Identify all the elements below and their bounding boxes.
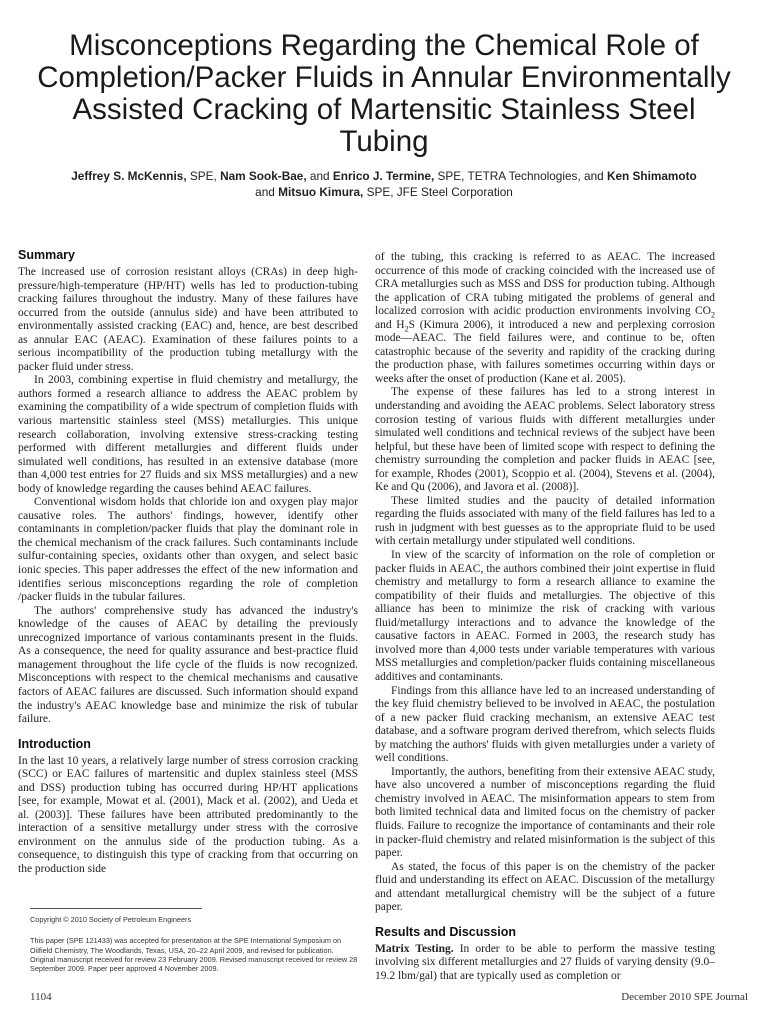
- right-column: [375, 251, 715, 983]
- body-paragraph: The expense of these failures has led to a strong interest in understanding and avoiding the AEAC problems. Select laboratory stress corrosion testing of various fluids with different metallurgies under simulated well conditions and technical reviews of the subject have been helpful, but these have been of limited scope with respect to defining the chemistry surrounding the completion and packer fluids in AEAC [see, for example, Rhodes (2001), Scoppio et al. (2004), Stevens et al. (2004), Ke and Qu (2006), and Javora et al. (2008)].: [375, 386, 715, 494]
- author-affiliation: and: [306, 169, 333, 183]
- author-list: [30, 168, 738, 200]
- body-paragraph: These limited studies and the paucity of detailed information regarding the fluids associated with many of the field failures has led to a rush in judgment with best guesses as to the appropriate fluid to be used with certain metallurgy under stipulated well conditions.: [375, 494, 715, 548]
- author-affiliation: and: [255, 185, 279, 199]
- footnotes: [30, 915, 360, 973]
- summary-paragraph: Conventional wisdom holds that chloride ion and oxygen play major causative roles. The authors' findings, however, identify other contaminants in completion/packer fluids that play the dominant role in the chemical mechanism of the crack failures. Such contaminants include sulfur-containing species, oxidants other than oxygen, and select basic ionic species. This paper addresses the effect of the new information and identifies serious misconceptions regarding the role of completion /packer fluids in the tubular failures.: [18, 496, 358, 604]
- subscript: 2: [711, 310, 715, 320]
- body-paragraph: [375, 251, 715, 386]
- author-affiliation: SPE, JFE Steel Corporation: [363, 185, 513, 199]
- author-name: Jeffrey S. McKennis,: [71, 169, 187, 183]
- body-paragraph: As stated, the focus of this paper is on the chemistry of the packer fluid and understanding its effect on AEAC. Discussion of the metallurgy and attendant metallurgical chemistry will be the subject of a future paper.: [375, 860, 715, 914]
- results-paragraph: [375, 943, 715, 984]
- author-affiliation: SPE, TETRA Technologies, and: [434, 169, 607, 183]
- author-affiliation: SPE,: [186, 169, 221, 183]
- introduction-paragraph: In the last 10 years, a relatively large number of stress corrosion cracking (SCC) or EAC failures of martensitic and duplex stainless steel (MSS and DSS) production tubing has occurred during HP/HT applications [see, for example, Mowat et al. (2001), Mack et al. (2002), and Ueda et al. (2003)]. These failures have been attributed predominantly to the interaction of a sensitive metallurgy under stress with the corrosive environment on the annulus side of the production tubing. As a consequence, to distinguish this type of cracking from that occurring on the production side: [18, 754, 358, 875]
- author-name: Mitsuo Kimura,: [278, 185, 364, 199]
- body-paragraph: Importantly, the authors, benefiting from their extensive AEAC study, have also uncovered a number of misconceptions regarding the fluid chemistry involved in AEAC. The misinformation appears to stem from both limited technical data and limited focus on the chemistry of packer fluids. Failure to recognize the importance of contaminants and their role in packer-fluid chemistry and related misinformation is the subject of this paper.: [375, 765, 715, 860]
- publication-history: This paper (SPE 121433) was accepted for presentation at the SPE International Symposium on Oilfield Chemistry, The Woodlands, Texas, USA, 20–22 April 2009, and revised for publication. Original manuscript received for review 23 February 2009. Revised manuscript received for review 28 September 2009. Paper peer approved 4 November 2009.: [30, 936, 358, 974]
- body-text: of the tubing, this cracking is referred to as AEAC. The increased occurrence of this mode of cracking coincided with the increased use of CRA metallurgies such as MSS and DSS for production tubing. Although the application of CRA tubing mitigated the problems of general and localized corrosion with acidic production environments involving CO: [375, 251, 715, 318]
- results-heading: Results and Discussion: [375, 924, 517, 939]
- subscript: 2: [404, 324, 409, 334]
- body-text: S (Kimura 2006), it introduced a new and perplexing corrosion mode—AEAC. The field failures were, and continue to be, often catastrophic because of the severity and rapidity of the cracking during the production phase, with failures sometimes occurring within days or weeks after the onset of production (Kane et al. 2005).: [375, 318, 715, 385]
- introduction-heading: Introduction: [18, 736, 91, 751]
- journal-issue: December 2010 SPE Journal: [621, 991, 748, 1003]
- body-paragraph: Findings from this alliance have led to an increased understanding of the key fluid chemistry believed to be involved in AEAC, the postulation of a new packer fluid cracking mechanism, an extensive AEAC test database, and a software program derived therefrom, which selects fluids by matching the authors' fluids with given metallurgies under a variety of well conditions.: [375, 684, 715, 765]
- page-number: 1104: [30, 991, 52, 1003]
- left-column: [18, 248, 358, 877]
- body-text: and H: [375, 318, 405, 331]
- copyright-notice: Copyright © 2010 Society of Petroleum Engineers: [30, 915, 192, 924]
- author-line-1: [30, 168, 738, 184]
- summary-heading: Summary: [18, 248, 75, 262]
- summary-paragraph: The authors' comprehensive study has advanced the industry's knowledge of the causes of AEAC by detailing the previously unrecognized importance of various contaminants present in the fluids. As a consequence, the need for quality assurance and best-practice fluid management throughout the life cycle of the fluids is now recognized. Misconceptions with respect to the chemical mechanisms and causative factors of AEAC failures are discussed. Such information should expand the industry's AEAC knowledge base and minimize the risk of tubular failure.: [18, 604, 358, 726]
- body-paragraph: In view of the scarcity of information on the role of completion or packer fluids in AEAC, the authors combined their joint expertise in fluid chemistry and metallurgy to form a research alliance to examine the compatibility of their fluids and metallurgies. The objective of this alliance has been to minimize the risk of cracking with various fluid/metallurgy interactions and to advance the knowledge of the causative factors in AEAC. Formed in 2003, the research study has involved more than 4,000 tests under variable temperatures with various MSS metallurgies and completion/packer fluids containing miscellaneous additives and contaminants.: [375, 549, 715, 683]
- body-text: In order to be able to perform the massive testing involving six different metallurgies and 27 fluids of varying density (9.0–19.2 lbm/gal) that are typically used as completion or: [375, 942, 716, 982]
- author-name: Enrico J. Termine,: [332, 169, 435, 183]
- summary-paragraph: In 2003, combining expertise in fluid chemistry and metallurgy, the authors formed a research alliance to address the AEAC problem by examining the compatibility of a wide spectrum of completion fluids with various martensitic stainless steel (MSS) metallurgies. This unique research collaboration, involving extensive stress-cracking testing performed with different metallurgies and different fluids under simulated well conditions, has resulted in an extensive database (more than 4,000 test entries for 27 fluids and six MSS metallurgies) and a new body of knowledge regarding the causes behind AEAC failures.: [18, 374, 358, 495]
- author-line-2: [30, 184, 738, 200]
- summary-paragraph: The increased use of corrosion resistant alloys (CRAs) in deep high-pressure/high-temperature (HP/HT) wells has led to production-tubing cracking failures throughout the industry. Many of these failures have occurred from the outside (annulus side) and have been attributed to environmentally assisted cracking (EAC) and, hence, are best described as annular EAC (AEAC). Examination of these failures points to a serious incompatibility of the production tubing metallurgy with the packer fluid under stress.: [18, 266, 358, 373]
- author-name: Ken Shimamoto: [606, 169, 697, 183]
- author-name: Nam Sook-Bae,: [220, 169, 307, 183]
- paper-title: Misconceptions Regarding the Chemical Role of Completion/Packer Fluids in Annular Environmentally Assisted Cracking of Martensitic Stainless Steel Tubing: [37, 29, 731, 158]
- footnote-divider: [30, 908, 202, 909]
- matrix-testing-runin-heading: Matrix Testing.: [375, 942, 454, 955]
